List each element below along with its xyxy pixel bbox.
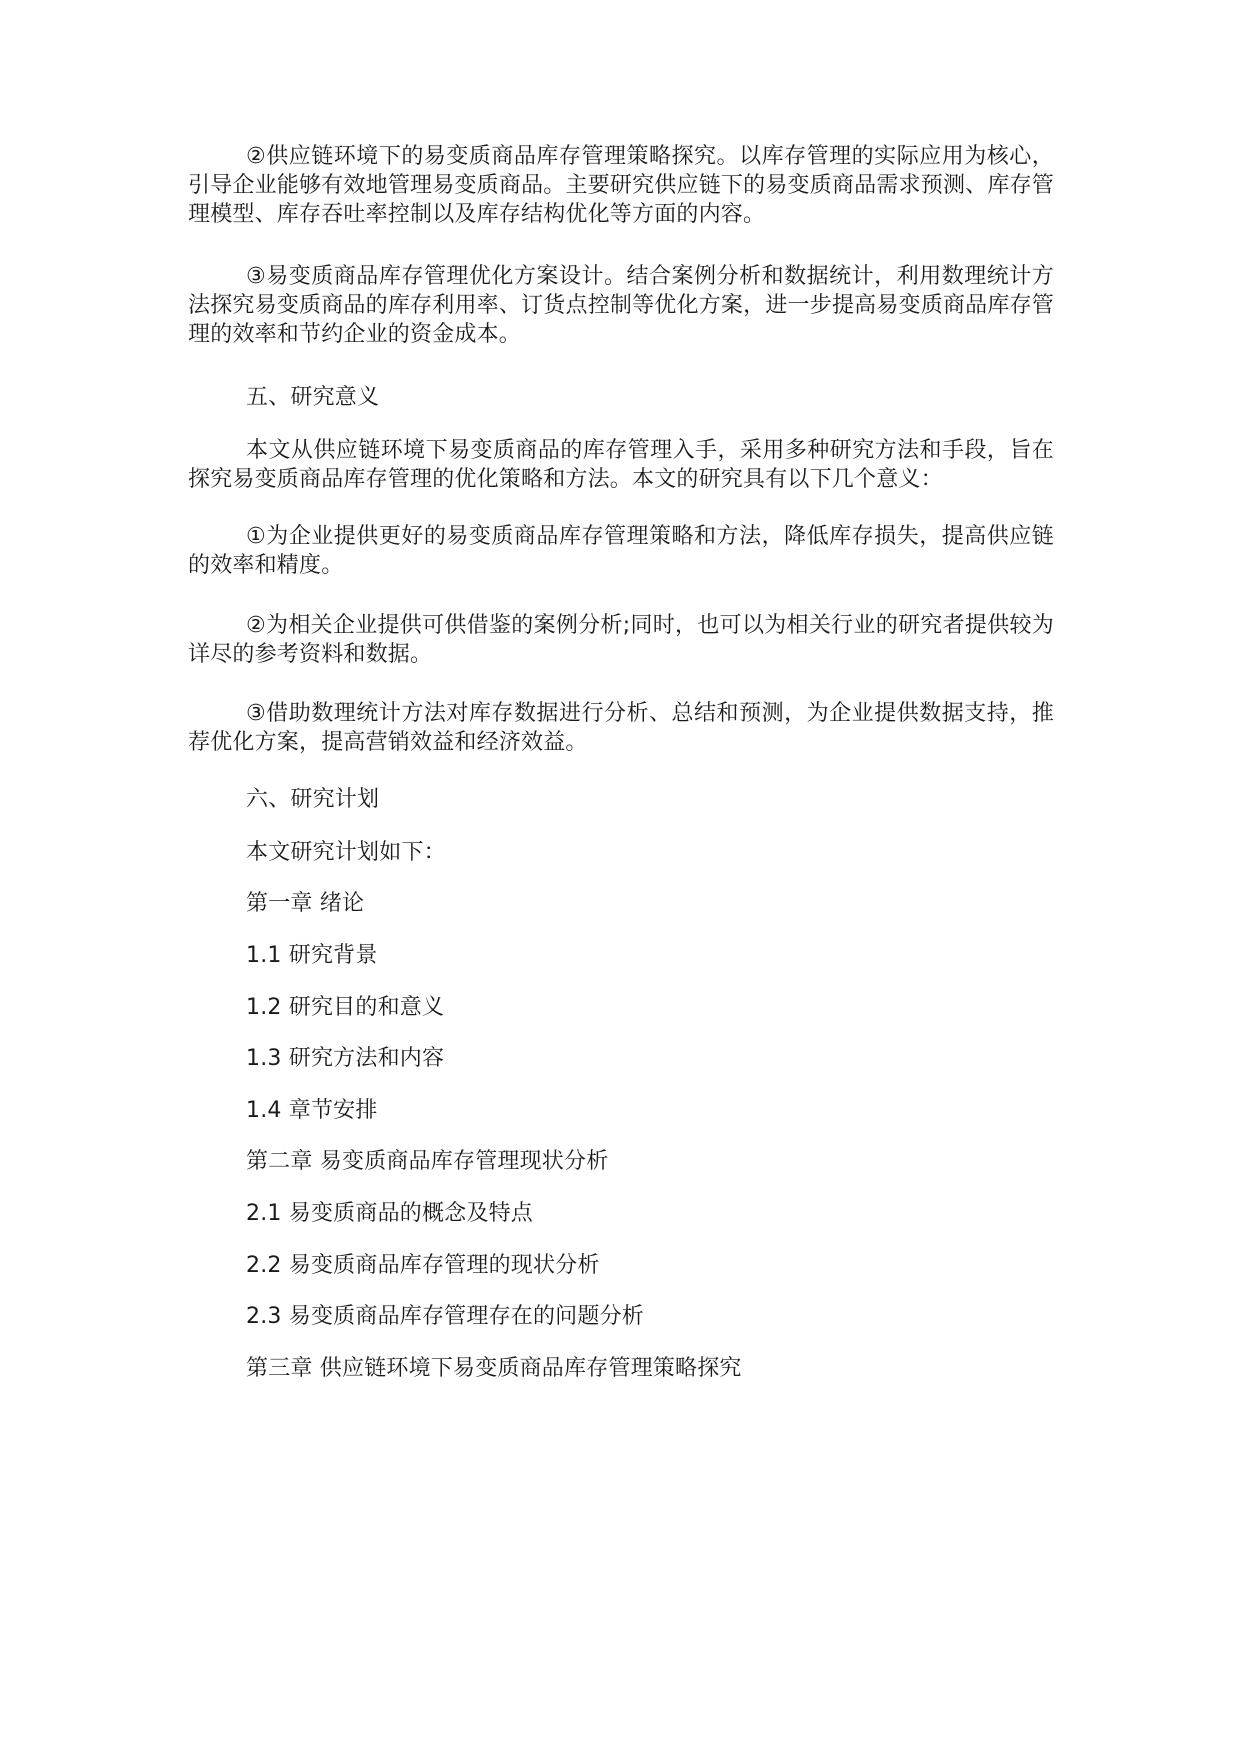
- outline-item: 第二章 易变质商品库存管理现状分析: [246, 1149, 609, 1174]
- outline-item: 1.2 研究目的和意义: [246, 995, 445, 1020]
- outline-item: 1.1 研究背景: [246, 943, 378, 968]
- paragraph-significance-intro: 本文从供应链环境下易变质商品的库存管理入手，采用多种研究方法和手段，旨在探究易变质商品库存管理的优化策略和方法。本文的研究具有以下几个意义：: [188, 438, 1054, 492]
- paragraph-significance-1: ①为企业提供更好的易变质商品库存管理策略和方法，降低库存损失，提高供应链的效率和精度。: [188, 524, 1054, 578]
- outline-item: 第一章 绪论: [246, 891, 365, 916]
- outline-item: 2.3 易变质商品库存管理存在的问题分析: [246, 1304, 644, 1329]
- section-heading-plan: 六、研究计划: [246, 787, 380, 812]
- section-heading-significance: 五、研究意义: [246, 385, 380, 410]
- plan-intro: 本文研究计划如下：: [246, 840, 446, 865]
- outline-item: 第三章 供应链环境下易变质商品库存管理策略探究: [246, 1356, 742, 1381]
- outline-item: 1.4 章节安排: [246, 1098, 378, 1123]
- outline-item: 2.1 易变质商品的概念及特点: [246, 1201, 533, 1226]
- paragraph-strategy-research: ②供应链环境下的易变质商品库存管理策略探究。以库存管理的实际应用为核心，引导企业能够有效地管理易变质商品。主要研究供应链下的易变质商品需求预测、库存管理模型、库存吞吐率控制以及库存结构优化等方面的内容。: [188, 144, 1054, 227]
- paragraph-optimization-design: ③易变质商品库存管理优化方案设计。结合案例分析和数据统计，利用数理统计方法探究易变质商品的库存利用率、订货点控制等优化方案，进一步提高易变质商品库存管理的效率和节约企业的资金成本。: [188, 264, 1054, 347]
- outline-item: 1.3 研究方法和内容: [246, 1046, 445, 1071]
- outline-item: 2.2 易变质商品库存管理的现状分析: [246, 1253, 600, 1278]
- paragraph-significance-3: ③借助数理统计方法对库存数据进行分析、总结和预测，为企业提供数据支持，推荐优化方案，提高营销效益和经济效益。: [188, 701, 1054, 755]
- paragraph-significance-2: ②为相关企业提供可供借鉴的案例分析;同时，也可以为相关行业的研究者提供较为详尽的参考资料和数据。: [188, 613, 1054, 667]
